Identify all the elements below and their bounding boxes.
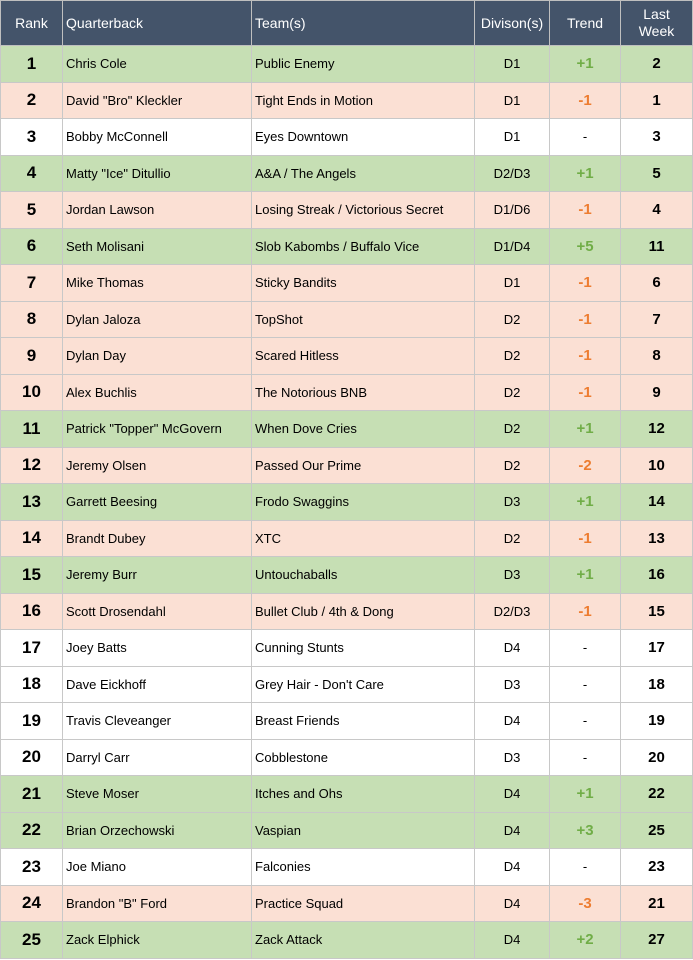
division-cell: D4 (475, 703, 550, 740)
trend-cell: -1 (550, 374, 621, 411)
last-week-cell: 15 (621, 593, 693, 630)
rank-cell: 18 (1, 666, 63, 703)
rank-cell: 7 (1, 265, 63, 302)
table-row (1, 46, 693, 83)
table-row (1, 374, 693, 411)
rank-cell: 3 (1, 119, 63, 156)
team-cell: Slob Kabombs / Buffalo Vice (252, 228, 475, 265)
quarterback-cell: Zack Elphick (63, 922, 252, 959)
table-row (1, 192, 693, 229)
table-row (1, 703, 693, 740)
division-cell: D1 (475, 119, 550, 156)
last-week-cell: 23 (621, 849, 693, 886)
last-week-cell: 3 (621, 119, 693, 156)
team-cell: Cunning Stunts (252, 630, 475, 667)
division-cell: D3 (475, 484, 550, 521)
trend-cell: +1 (550, 155, 621, 192)
table-row (1, 265, 693, 302)
rank-cell: 15 (1, 557, 63, 594)
trend-cell: +1 (550, 46, 621, 83)
last-week-cell: 6 (621, 265, 693, 302)
table-row (1, 849, 693, 886)
rank-cell: 16 (1, 593, 63, 630)
trend-cell: +1 (550, 557, 621, 594)
team-cell: When Dove Cries (252, 411, 475, 448)
header-trend: Trend (550, 1, 621, 46)
quarterback-cell: Steve Moser (63, 776, 252, 813)
rank-cell: 22 (1, 812, 63, 849)
division-cell: D3 (475, 666, 550, 703)
quarterback-cell: Brandon "B" Ford (63, 885, 252, 922)
team-cell: TopShot (252, 301, 475, 338)
division-cell: D4 (475, 849, 550, 886)
header-last-week (621, 1, 693, 46)
last-week-cell: 9 (621, 374, 693, 411)
team-cell: Frodo Swaggins (252, 484, 475, 521)
team-cell: A&A / The Angels (252, 155, 475, 192)
last-week-cell: 16 (621, 557, 693, 594)
team-cell: Scared Hitless (252, 338, 475, 375)
rank-cell: 19 (1, 703, 63, 740)
rank-cell: 14 (1, 520, 63, 557)
table-row (1, 739, 693, 776)
last-week-cell: 22 (621, 776, 693, 813)
last-week-cell: 4 (621, 192, 693, 229)
team-cell: Falconies (252, 849, 475, 886)
last-week-cell: 2 (621, 46, 693, 83)
division-cell: D4 (475, 630, 550, 667)
division-cell: D1 (475, 82, 550, 119)
rank-cell: 25 (1, 922, 63, 959)
division-cell: D4 (475, 885, 550, 922)
last-week-cell: 7 (621, 301, 693, 338)
quarterback-cell: Darryl Carr (63, 739, 252, 776)
trend-cell: +1 (550, 411, 621, 448)
rank-cell: 10 (1, 374, 63, 411)
division-cell: D2 (475, 374, 550, 411)
division-cell: D3 (475, 557, 550, 594)
last-week-cell: 19 (621, 703, 693, 740)
header-rank: Rank (1, 1, 63, 46)
quarterback-cell: Dylan Day (63, 338, 252, 375)
last-week-cell: 5 (621, 155, 693, 192)
trend-cell: - (550, 849, 621, 886)
rank-cell: 24 (1, 885, 63, 922)
trend-cell: -1 (550, 593, 621, 630)
quarterback-cell: Jeremy Burr (63, 557, 252, 594)
table-row (1, 666, 693, 703)
quarterback-cell: Jeremy Olsen (63, 447, 252, 484)
table-row (1, 119, 693, 156)
rank-cell: 11 (1, 411, 63, 448)
rank-cell: 4 (1, 155, 63, 192)
last-week-cell: 14 (621, 484, 693, 521)
division-cell: D2/D3 (475, 155, 550, 192)
header-last-week-line2: Week (638, 23, 675, 39)
table-row (1, 776, 693, 813)
last-week-cell: 25 (621, 812, 693, 849)
table-row (1, 301, 693, 338)
division-cell: D1 (475, 46, 550, 83)
trend-cell: -1 (550, 338, 621, 375)
header-quarterback: Quarterback (63, 1, 252, 46)
quarterback-cell: Joe Miano (63, 849, 252, 886)
team-cell: Sticky Bandits (252, 265, 475, 302)
trend-cell: -1 (550, 82, 621, 119)
trend-cell: +3 (550, 812, 621, 849)
team-cell: Untouchaballs (252, 557, 475, 594)
team-cell: Losing Streak / Victorious Secret (252, 192, 475, 229)
table-row (1, 411, 693, 448)
table-row (1, 338, 693, 375)
last-week-cell: 21 (621, 885, 693, 922)
division-cell: D2 (475, 301, 550, 338)
team-cell: Tight Ends in Motion (252, 82, 475, 119)
quarterback-cell: Bobby McConnell (63, 119, 252, 156)
team-cell: Itches and Ohs (252, 776, 475, 813)
division-cell: D2 (475, 520, 550, 557)
rank-cell: 5 (1, 192, 63, 229)
rank-cell: 8 (1, 301, 63, 338)
trend-cell: -2 (550, 447, 621, 484)
last-week-cell: 18 (621, 666, 693, 703)
header-division: Divison(s) (475, 1, 550, 46)
rank-cell: 9 (1, 338, 63, 375)
team-cell: Bullet Club / 4th & Dong (252, 593, 475, 630)
trend-cell: - (550, 119, 621, 156)
table-row (1, 228, 693, 265)
quarterback-cell: Chris Cole (63, 46, 252, 83)
last-week-cell: 13 (621, 520, 693, 557)
team-cell: XTC (252, 520, 475, 557)
table-row (1, 922, 693, 959)
team-cell: Zack Attack (252, 922, 475, 959)
quarterback-cell: Travis Cleveanger (63, 703, 252, 740)
table-row (1, 82, 693, 119)
rank-cell: 2 (1, 82, 63, 119)
division-cell: D2 (475, 411, 550, 448)
team-cell: Public Enemy (252, 46, 475, 83)
quarterback-cell: David "Bro" Kleckler (63, 82, 252, 119)
division-cell: D1/D4 (475, 228, 550, 265)
division-cell: D3 (475, 739, 550, 776)
trend-cell: +2 (550, 922, 621, 959)
table-row (1, 630, 693, 667)
last-week-cell: 20 (621, 739, 693, 776)
last-week-cell: 8 (621, 338, 693, 375)
team-cell: Eyes Downtown (252, 119, 475, 156)
division-cell: D4 (475, 776, 550, 813)
trend-cell: - (550, 630, 621, 667)
rank-cell: 21 (1, 776, 63, 813)
quarterback-cell: Brian Orzechowski (63, 812, 252, 849)
division-cell: D1/D6 (475, 192, 550, 229)
quarterback-cell: Brandt Dubey (63, 520, 252, 557)
trend-cell: +1 (550, 776, 621, 813)
rank-cell: 13 (1, 484, 63, 521)
division-cell: D2/D3 (475, 593, 550, 630)
table-row (1, 593, 693, 630)
quarterback-cell: Dave Eickhoff (63, 666, 252, 703)
division-cell: D1 (475, 265, 550, 302)
header-teams: Team(s) (252, 1, 475, 46)
team-cell: The Notorious BNB (252, 374, 475, 411)
last-week-cell: 17 (621, 630, 693, 667)
quarterback-cell: Scott Drosendahl (63, 593, 252, 630)
table-row (1, 557, 693, 594)
table-row (1, 155, 693, 192)
last-week-cell: 10 (621, 447, 693, 484)
rank-cell: 6 (1, 228, 63, 265)
trend-cell: - (550, 703, 621, 740)
division-cell: D2 (475, 338, 550, 375)
quarterback-cell: Jordan Lawson (63, 192, 252, 229)
trend-cell: -3 (550, 885, 621, 922)
trend-cell: -1 (550, 192, 621, 229)
quarterback-cell: Alex Buchlis (63, 374, 252, 411)
trend-cell: +5 (550, 228, 621, 265)
quarterback-cell: Matty "Ice" Ditullio (63, 155, 252, 192)
header-last-week-line1: Last (643, 6, 670, 22)
team-cell: Breast Friends (252, 703, 475, 740)
quarterback-cell: Garrett Beesing (63, 484, 252, 521)
table-row (1, 885, 693, 922)
quarterback-cell: Dylan Jaloza (63, 301, 252, 338)
trend-cell: - (550, 666, 621, 703)
rank-cell: 1 (1, 46, 63, 83)
division-cell: D4 (475, 812, 550, 849)
trend-cell: - (550, 739, 621, 776)
rank-cell: 17 (1, 630, 63, 667)
team-cell: Passed Our Prime (252, 447, 475, 484)
rank-cell: 23 (1, 849, 63, 886)
division-cell: D4 (475, 922, 550, 959)
trend-cell: -1 (550, 301, 621, 338)
table-row (1, 447, 693, 484)
table-row (1, 484, 693, 521)
last-week-cell: 11 (621, 228, 693, 265)
team-cell: Practice Squad (252, 885, 475, 922)
quarterback-cell: Seth Molisani (63, 228, 252, 265)
table-row (1, 812, 693, 849)
trend-cell: -1 (550, 265, 621, 302)
rank-cell: 20 (1, 739, 63, 776)
quarterback-cell: Mike Thomas (63, 265, 252, 302)
team-cell: Cobblestone (252, 739, 475, 776)
last-week-cell: 12 (621, 411, 693, 448)
division-cell: D2 (475, 447, 550, 484)
header-row (1, 1, 693, 46)
team-cell: Grey Hair - Don't Care (252, 666, 475, 703)
last-week-cell: 27 (621, 922, 693, 959)
trend-cell: +1 (550, 484, 621, 521)
quarterback-cell: Joey Batts (63, 630, 252, 667)
quarterback-cell: Patrick "Topper" McGovern (63, 411, 252, 448)
last-week-cell: 1 (621, 82, 693, 119)
table-row (1, 520, 693, 557)
trend-cell: -1 (550, 520, 621, 557)
rank-cell: 12 (1, 447, 63, 484)
team-cell: Vaspian (252, 812, 475, 849)
